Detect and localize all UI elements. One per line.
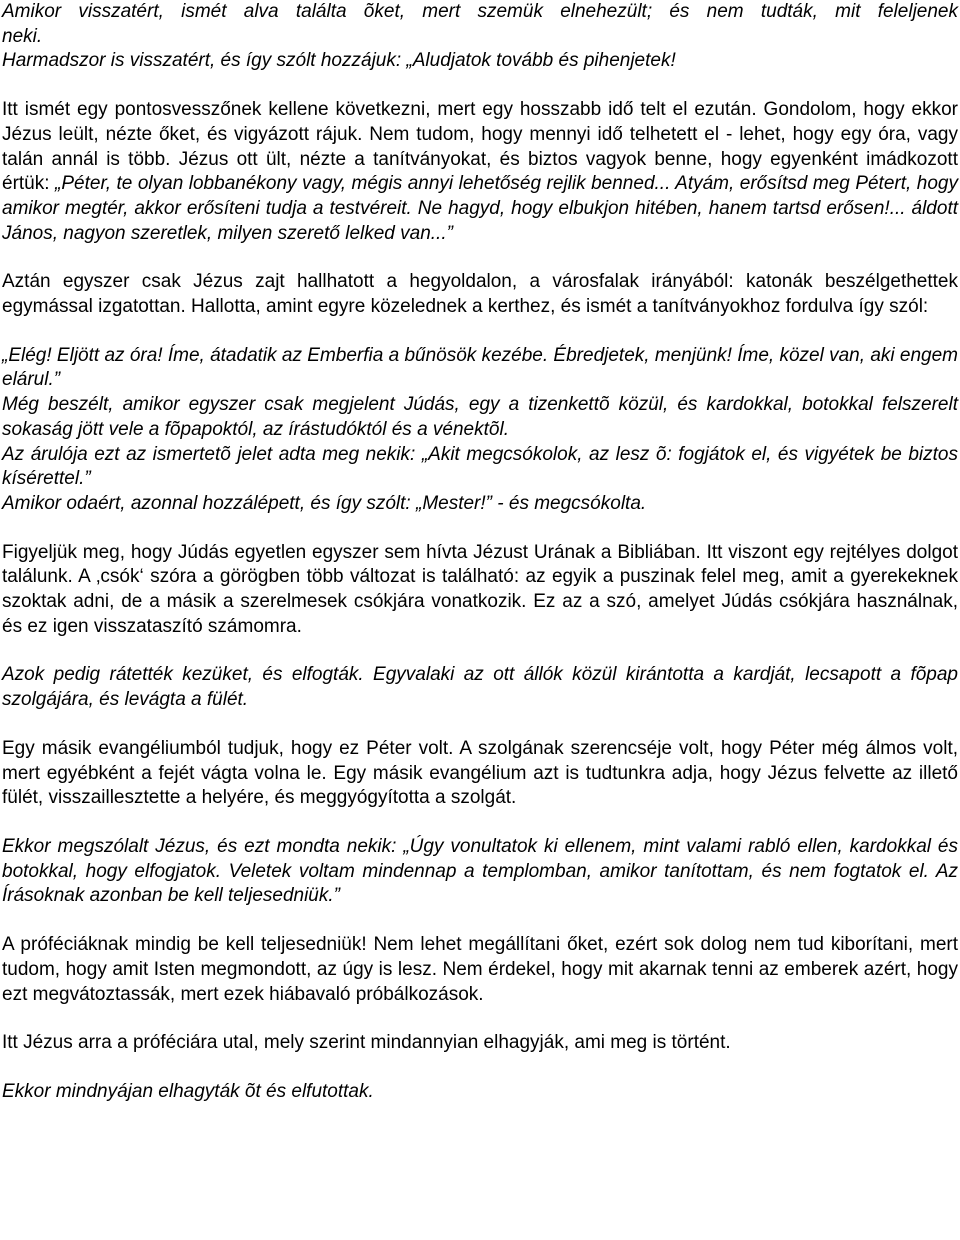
paragraph-6 [2,663,958,712]
paragraph-5: Figyeljük meg, hogy Júdás egyetlen egyszer sem hívta Jézust Urának a Bibliában. Itt viszont egy rejtélyes dolgot találunk. A ‚csók‘ szóra a görögben több változat is található: az egyik a puszinak felel meg, amit a gyerekeknek szoktak adni, de a másik a szerelmesek csókjára vonatkozik. Ez az a szó, amelyet Júdás csókjára használnak, és ez igen visszataszító számomra. [2,541,958,637]
commentary-text: Itt ismét egy pontosvesszőnek kellene következni, mert egy hosszabb idő telt el ezután. Gondolom, hogy ekkor Jézus leült, nézte őket, és vigyázott rájuk. Nem tudom, hogy mennyi idő telhetett el - lehet, hogy egy óra, vagy talán annál is több. Jézus ott ült, nézte a tanítványokat, és biztos vagyok benne, hogy egyenként imádkozott értük: [2,99,958,195]
scripture-line: neki. [2,25,43,47]
scripture-line: Még beszélt, amikor egyszer csak megjelent Júdás, egy a tizenkettõ közül, és kardokkal, botokkal felszerelt sokaság jött vele a fõpapoktól, az írástudóktól és a vénektõl. [2,394,958,440]
paragraph-7: Egy másik evangéliumból tudjuk, hogy ez Péter volt. A szolgának szerencséje volt, hogy Péter még álmos volt, mert egyébként a fejét vágta volna le. Egy másik evangélium azt is tudtunkra adja, hogy Jézus felvette az illető fülét, visszaillesztette a helyére, és meggyógyította a szolgát. [2,737,958,809]
scripture-line: „Elég! Eljött az óra! Íme, átadatik az Emberfia a bűnösök kezébe. Ébredjetek, menjünk! Íme, közel van, aki engem elárul.” [2,344,958,391]
paragraph-11 [2,1080,958,1105]
scripture-line: Harmadszor is visszatért, és így szólt hozzájuk: „Aludjatok tovább és pihenjetek! [2,50,676,72]
scripture-line: Amikor visszatért, ismét alva találta õket, mert szemük elnehezült; és nem tudták, mit feleljenek [2,1,958,22]
prayer-quote: „Péter, te olyan lobbanékony vagy, mégis annyi lehetőség rejlik benned... Atyám, erősítsd meg Pétert, hogy amikor megtér, akkor erősíteni tudja a testvéreit. Ne hagyd, hogy elbukjon hitében, hanem tartsd erősen!... áldott János, nagyon szeretlek, milyen szerető lelked van...” [2,173,958,244]
scripture-line: Az árulója ezt az ismertetõ jelet adta meg nekik: „Akit megcsókolok, az lesz õ: fogjátok el, és vigyétek be biztos kísérettel.” [2,443,958,490]
paragraph-1 [2,0,958,74]
scripture-text: Ekkor megszólalt Jézus, és ezt mondta nekik: „Úgy vonultatok ki ellenem, mint valami rabló ellen, kardokkal és botokkal, hogy elfogjatok. Veletek voltam mindennap a templomban, amikor tanítottam, és nem fogtatok el. Az Írásoknak azonban be kell teljesedniük.” [2,835,958,907]
paragraph-8 [2,835,958,909]
paragraph-10: Itt Jézus arra a próféciára utal, mely szerint mindannyian elhagyják, ami meg is történt. [2,1032,731,1054]
paragraph-2 [2,98,958,246]
scripture-text: Azok pedig rátették kezüket, és elfogták. Egyvalaki az ott állók közül kirántotta a kardját, lecsapott a fõpap szolgájára, és levágta a fülét. [2,664,958,711]
scripture-text: Ekkor mindnyájan elhagyták õt és elfutottak. [2,1080,374,1102]
paragraph-3: Aztán egyszer csak Jézus zajt hallhatott a hegyoldalon, a városfalak irányából: katonák beszélgethettek egymással izgatottan. Hallotta, amint egyre közelednek a kerthez, és ismét a tanítványokhoz fordulva így szól: [2,271,958,318]
paragraph-4 [2,344,958,517]
scripture-line: Amikor odaért, azonnal hozzálépett, és így szólt: „Mester!” - és megcsókolta. [2,492,647,514]
paragraph-9: A próféciáknak mindig be kell teljesedniük! Nem lehet megállítani őket, ezért sok dolog nem tud kiborítani, mert tudom, hogy amit Isten megmondott, az úgy is lesz. Nem érdekel, hogy mit akarnak tenni az emberek azért, hogy ezt megvátoztassák, mert ezek hiábavaló próbálkozások. [2,934,958,1005]
